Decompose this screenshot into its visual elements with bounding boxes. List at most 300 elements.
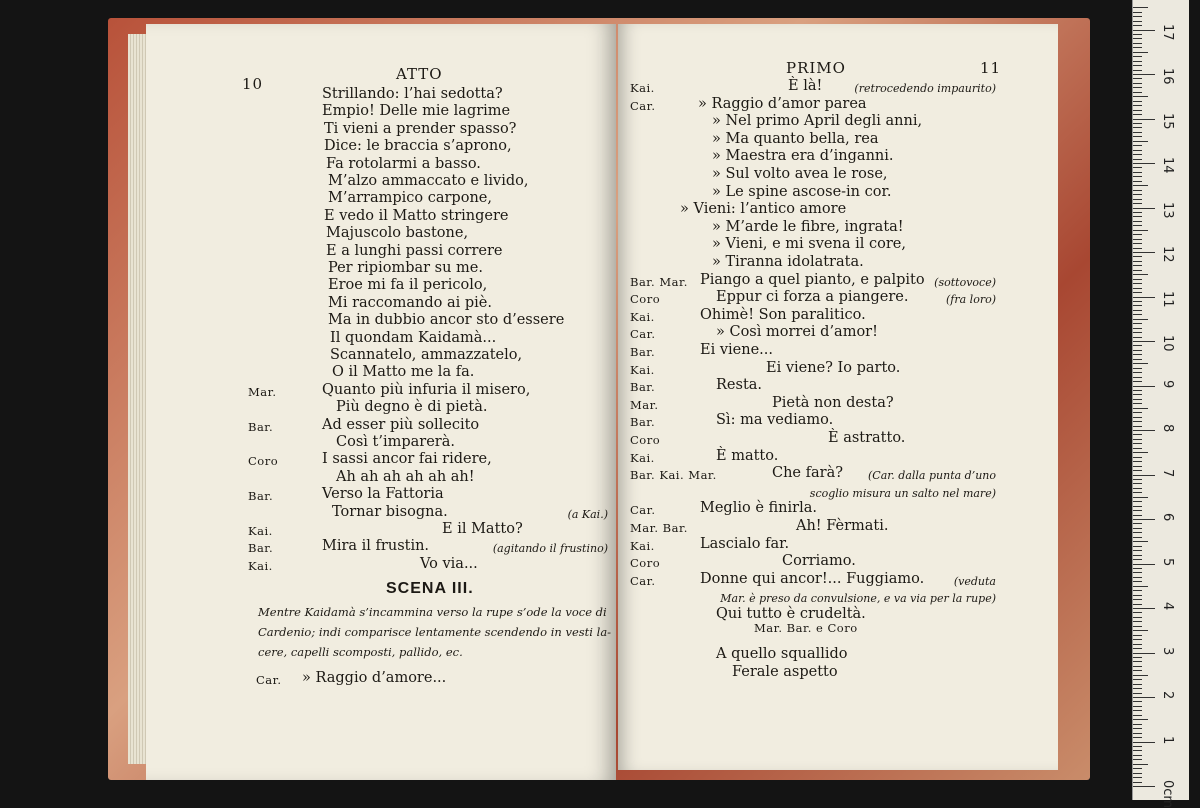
verse-line: Ti vieni a prender spasso? [324, 120, 517, 137]
ruler-tick [1133, 688, 1142, 689]
ruler-tick [1133, 350, 1142, 351]
verse-line: Ma in dubbio ancor sto d’essere [328, 312, 565, 329]
ruler-tick [1133, 288, 1142, 289]
verse-line: » Le spine ascose-in cor. [712, 183, 892, 200]
ruler-tick [1133, 532, 1142, 533]
ruler-tick [1133, 25, 1142, 26]
speaker-label: Bar. [630, 345, 656, 359]
speaker-label: Kai. [630, 309, 655, 324]
ruler-tick [1133, 501, 1142, 502]
ruler-tick [1133, 408, 1148, 409]
speaker-label: Car. [630, 503, 656, 518]
ruler-tick [1133, 572, 1142, 573]
verse-line: Ei viene? Io parto. [766, 359, 901, 376]
verse-line: E il Matto? [442, 521, 523, 537]
verse-line: » Maestra era d’inganni. [712, 148, 894, 165]
ruler-tick [1133, 546, 1142, 547]
ruler-tick [1133, 283, 1142, 284]
ruler-tick [1133, 105, 1142, 106]
ruler-tick [1133, 621, 1142, 622]
verse-line: Dice: le braccia s’aprono, [324, 138, 512, 155]
ruler-number: 11 [1160, 290, 1175, 308]
ruler-tick [1133, 181, 1142, 182]
ruler-tick [1133, 212, 1142, 213]
ruler-tick [1133, 559, 1142, 560]
ruler-tick [1133, 568, 1142, 569]
ruler-tick [1133, 47, 1142, 48]
ruler-tick [1133, 577, 1142, 578]
ruler-tick [1133, 83, 1142, 84]
ruler-tick [1133, 434, 1142, 435]
ruler-tick [1133, 394, 1142, 395]
ruler-tick [1133, 586, 1148, 587]
ruler-tick [1133, 21, 1142, 22]
ruler-tick [1133, 644, 1142, 645]
ruler-number: 15 [1160, 112, 1175, 130]
ruler-tick [1133, 403, 1142, 404]
ruler-tick [1133, 599, 1142, 600]
ruler-tick [1133, 167, 1142, 168]
ruler-tick [1133, 466, 1142, 467]
ruler-tick [1133, 185, 1148, 186]
speaker-label: Mar. [248, 384, 277, 399]
ruler-tick [1133, 159, 1142, 160]
ruler-tick [1133, 7, 1148, 8]
ruler-tick [1133, 488, 1142, 489]
ruler-number: 17 [1160, 23, 1175, 41]
ruler-number: 4 [1160, 602, 1175, 611]
ruler-tick [1133, 119, 1155, 120]
ruler-tick [1133, 372, 1142, 373]
ruler-tick [1133, 510, 1142, 511]
ruler-tick [1133, 381, 1142, 382]
ruler-tick [1133, 92, 1142, 93]
ruler-tick [1133, 426, 1142, 427]
ruler-tick [1133, 96, 1148, 97]
speaker-label: Car. [630, 327, 656, 342]
verse-line: È astratto. [828, 430, 906, 446]
ruler-tick [1133, 742, 1155, 743]
ruler-tick [1133, 216, 1142, 217]
speaker-label: Bar. [630, 415, 656, 430]
verse-line: Majuscolo bastone, [326, 225, 469, 242]
ruler-tick [1133, 475, 1155, 476]
stage-note: (sottovoce) [934, 275, 996, 289]
ruler-tick [1133, 724, 1142, 725]
ruler-tick [1133, 483, 1142, 484]
verse-line: M’alzo ammaccato e livido, [328, 173, 529, 189]
ruler-tick [1133, 319, 1148, 320]
ruler-number: 12 [1160, 246, 1175, 263]
ruler-tick [1133, 590, 1142, 591]
ruler-tick [1133, 323, 1142, 324]
ruler-number: 5 [1160, 557, 1175, 566]
ruler-tick [1133, 234, 1142, 235]
ruler-tick [1133, 199, 1142, 200]
verse-line: Per ripiombar su me. [328, 260, 483, 276]
ruler-tick [1133, 661, 1142, 662]
verse-line: » M’arde le fibre, ingrata! [712, 218, 904, 235]
ruler-tick [1133, 225, 1142, 226]
speaker-label: Mar. Bar. [630, 521, 688, 535]
ruler-tick [1133, 38, 1142, 39]
ruler-tick [1133, 541, 1148, 542]
verse-line: Qui tutto è crudeltà. [716, 606, 866, 622]
ruler-tick [1133, 261, 1142, 262]
ruler-tick [1133, 150, 1142, 151]
verse-line: » Vieni: l’antico amore [680, 201, 847, 218]
ruler-tick [1133, 768, 1142, 769]
ruler-tick [1133, 448, 1142, 449]
ruler-tick [1133, 564, 1155, 565]
ruler-tick [1133, 515, 1142, 516]
verse-line: Eroe mi fa il pericolo, [328, 277, 488, 294]
ruler-tick [1133, 635, 1142, 636]
ruler-tick [1133, 430, 1155, 431]
ruler-number: 2 [1160, 691, 1175, 700]
ruler-tick [1133, 777, 1142, 778]
ruler-tick [1133, 270, 1142, 271]
verse-line: Empio! Delle mie lagrime [322, 103, 511, 120]
ruler-tick [1133, 710, 1142, 711]
ruler-tick [1133, 648, 1142, 649]
ruler-tick [1133, 70, 1142, 71]
ruler-tick [1133, 252, 1155, 253]
speaker-label: Car. [630, 573, 656, 588]
ruler-tick [1133, 519, 1155, 520]
ruler-tick [1133, 443, 1142, 444]
ruler-tick [1133, 101, 1142, 102]
closing-line-1: A quello squallido [716, 646, 848, 662]
ruler-tick [1133, 470, 1142, 471]
verse-line: » Ma quanto bella, rea [712, 130, 879, 147]
ruler-tick [1133, 550, 1142, 551]
verse-line: » Nel primo April degli anni, [712, 113, 923, 130]
verse-line: Fa rotolarmi a basso. [326, 155, 481, 172]
ruler-tick [1133, 145, 1142, 146]
ruler-tick [1133, 439, 1142, 440]
ruler-tick [1133, 706, 1142, 707]
ruler-tick [1133, 136, 1142, 137]
ruler-tick [1133, 639, 1142, 640]
speaker-label: Kai. [630, 450, 655, 465]
ruler-tick [1133, 12, 1142, 13]
ruler-tick [1133, 265, 1142, 266]
ruler-tick [1133, 43, 1142, 44]
ruler-tick [1133, 461, 1142, 462]
ruler-tick [1133, 604, 1142, 605]
ruler-number: 7 [1160, 468, 1175, 477]
verse-line: Mi raccomando ai piè. [328, 294, 492, 311]
ruler-tick [1133, 581, 1142, 582]
ruler-tick [1133, 30, 1155, 31]
page-number-right: 11 [980, 59, 1002, 77]
ruler-number: 10 [1160, 335, 1175, 352]
stage-note: (Car. dalla punta d’uno [867, 469, 996, 483]
verse-line: » Raggio d’amore... [302, 670, 447, 686]
ruler-tick [1133, 386, 1155, 387]
running-head-right: PRIMO [786, 59, 846, 77]
ruler-tick [1133, 56, 1142, 57]
verse-line: Lascialo far. [700, 535, 790, 552]
verse-line: Ah ah ah ah ah ah! [336, 468, 475, 485]
ruler-tick [1133, 203, 1142, 204]
ruler-tick [1133, 132, 1142, 133]
ruler-tick [1133, 617, 1142, 618]
ruler-tick [1133, 630, 1148, 631]
ruler-tick [1133, 412, 1142, 413]
ruler-tick [1133, 506, 1142, 507]
ruler-tick [1133, 248, 1142, 249]
ruler-tick [1133, 421, 1142, 422]
ruler-tick [1133, 114, 1142, 115]
ruler-tick [1133, 555, 1142, 556]
stage-note: (fra loro) [946, 293, 996, 307]
ruler-tick [1133, 755, 1142, 756]
stage-note: (veduta [953, 574, 996, 588]
ruler-tick [1133, 750, 1142, 751]
verse-line: Tornar bisogna. [332, 503, 448, 520]
speaker-label: Bar. [248, 489, 274, 504]
verse-line: Sì: ma vediamo. [716, 412, 834, 429]
ruler-tick [1133, 78, 1142, 79]
ruler-tick [1133, 782, 1142, 783]
ruler-tick [1133, 697, 1155, 698]
speaker-label: Bar. [248, 419, 274, 434]
ruler-tick [1133, 297, 1155, 298]
ruler-tick [1133, 292, 1142, 293]
stage-direction-line-3: cere, capelli scomposti, pallido, ec. [258, 645, 463, 659]
speaker-label: Car. [630, 98, 656, 113]
speaker-label: Bar. [248, 541, 274, 556]
ruler-tick [1133, 190, 1142, 191]
stage-direction-line-1: Mentre Kaidamà s’incammina verso la rupe s’ode la voce di [258, 605, 607, 619]
ruler-number: 13 [1160, 201, 1175, 219]
verse-line: Eppur ci forza a piangere. [716, 289, 909, 306]
ruler-tick [1133, 16, 1142, 17]
group-heading: Mar. Bar. e Coro [754, 621, 858, 635]
verse-line: Corriamo. [782, 553, 856, 570]
ruler-number: 8 [1160, 424, 1175, 433]
verse-line: Ei viene... [700, 342, 773, 358]
ruler-tick [1133, 479, 1142, 480]
stage-note: scoglio misura un salto nel mare) [809, 486, 996, 500]
verse-line: Più degno è di pietà. [336, 399, 488, 416]
ruler-tick [1133, 746, 1142, 747]
speaker-label: Coro [248, 454, 279, 469]
ruler-tick [1133, 399, 1142, 400]
ruler-tick [1133, 61, 1142, 62]
verse-line: È là! [788, 78, 823, 94]
ruler-number: 16 [1160, 68, 1175, 85]
verse-line: Meglio è finirla. [700, 500, 817, 517]
verse-line: Quanto più infuria il misero, [322, 381, 531, 398]
ruler-tick [1133, 675, 1148, 676]
verse-line: » Così morrei d’amor! [716, 324, 878, 341]
ruler-tick [1133, 728, 1142, 729]
verse-line: Scannatelo, ammazzatelo, [330, 347, 523, 363]
right-page [618, 24, 1058, 770]
ruler-number: 6 [1160, 513, 1175, 522]
verse-line: Pietà non desta? [772, 394, 894, 411]
ruler-number: 14 [1160, 157, 1175, 174]
ruler-tick [1133, 452, 1148, 453]
ruler-tick [1133, 719, 1148, 720]
ruler-tick [1133, 377, 1142, 378]
ruler-tick [1133, 341, 1155, 342]
stage-note: Mar. è preso da convulsione, e va via per la rupe) [720, 592, 996, 606]
ruler-tick [1133, 87, 1142, 88]
verse-line: Ohimè! Son paralitico. [700, 306, 866, 323]
speaker-label: Coro [630, 433, 661, 447]
speaker-label: Coro [630, 556, 661, 571]
ruler-tick [1133, 773, 1142, 774]
ruler-tick [1133, 528, 1142, 529]
ruler-tick [1133, 110, 1142, 111]
verse-line: » Tiranna idolatrata. [712, 254, 864, 270]
ruler-tick [1133, 141, 1148, 142]
ruler-tick [1133, 359, 1142, 360]
ruler-tick [1133, 626, 1142, 627]
ruler-tick [1133, 305, 1142, 306]
verse-line: Strillando: l’hai sedotta? [322, 86, 503, 102]
stage-note: (retrocedendo impaurito) [854, 82, 996, 95]
ruler-number: 9 [1160, 379, 1175, 388]
ruler-tick [1133, 337, 1142, 338]
ruler-tick [1133, 172, 1142, 173]
stage-note: (a Kai.) [567, 507, 608, 521]
ruler-tick [1133, 194, 1142, 195]
ruler-tick [1133, 684, 1142, 685]
verse-line: » Vieni, e mi svena il core, [712, 236, 906, 253]
ruler-tick [1133, 314, 1142, 315]
ruler-tick [1133, 497, 1148, 498]
ruler-tick [1133, 363, 1148, 364]
speaker-label: Kai. [630, 538, 655, 553]
speaker-label: Kai. [248, 524, 273, 538]
verse-line: Verso la Fattoria [322, 486, 444, 503]
ruler-tick [1133, 612, 1142, 613]
speaker-label: Bar. Kai. Mar. [630, 468, 717, 483]
closing-line-2: Ferale aspetto [732, 664, 838, 680]
verse-line: Vo via... [420, 555, 478, 572]
speaker-label: Car. [256, 673, 282, 687]
scene-title: SCENA III. [386, 580, 474, 597]
stage-note: (agitando il frustino) [492, 542, 608, 556]
verse-line: » Sul volto avea le rose, [712, 166, 888, 182]
ruler-tick [1133, 34, 1142, 35]
ruler-tick [1133, 595, 1142, 596]
verse-line: Resta. [716, 377, 763, 394]
verse-line: Mira il frustin. [322, 538, 430, 555]
verse-line: Così t’imparerà. [336, 434, 455, 450]
ruler-tick [1133, 537, 1142, 538]
ruler-tick [1133, 154, 1142, 155]
ruler-number: 1 [1160, 735, 1175, 744]
ruler-tick [1133, 163, 1155, 164]
ruler-tick [1133, 243, 1142, 244]
verse-line: M’arrampico carpone, [328, 190, 492, 207]
speaker-label: Kai. [248, 558, 273, 573]
ruler-tick [1133, 239, 1142, 240]
measuring-ruler [1132, 0, 1189, 808]
verse-line: E vedo il Matto stringere [324, 207, 509, 224]
speaker-label: Bar. Mar. [630, 274, 688, 289]
ruler-tick [1133, 176, 1142, 177]
ruler-tick [1133, 457, 1142, 458]
ruler-tick [1133, 230, 1148, 231]
ruler-tick [1133, 608, 1155, 609]
ruler-tick [1133, 221, 1142, 222]
ruler-tick [1133, 657, 1142, 658]
ruler-tick [1133, 274, 1148, 275]
ruler-tick [1133, 733, 1142, 734]
speaker-label: Kai. [630, 81, 655, 95]
ruler-tick [1133, 127, 1142, 128]
verse-line: È matto. [716, 447, 779, 464]
ruler-tick [1133, 354, 1142, 355]
ruler-tick [1133, 256, 1142, 257]
left-page [146, 24, 616, 780]
ruler-number: 3 [1160, 646, 1175, 655]
ruler-tick [1133, 653, 1155, 654]
speaker-label: Mar. [630, 397, 659, 412]
ruler-tick [1133, 390, 1142, 391]
verse-line: E a lunghi passi correre [326, 242, 503, 259]
ruler-tick [1133, 65, 1142, 66]
page-number-left: 10 [242, 75, 264, 93]
ruler-tick [1133, 301, 1142, 302]
ruler-tick [1133, 786, 1155, 787]
speaker-label: Bar. [630, 380, 656, 395]
running-head-left: ATTO [396, 65, 443, 83]
ruler-tick [1133, 759, 1142, 760]
verse-line: Ah! Fèrmati. [796, 518, 889, 534]
verse-line: » Raggio d’amor parea [698, 95, 867, 112]
ruler-tick [1133, 670, 1142, 671]
ruler-tick [1133, 523, 1142, 524]
ruler-tick [1133, 701, 1142, 702]
ruler-tick [1133, 123, 1142, 124]
verse-line: Piango a quel pianto, e palpito [700, 271, 925, 288]
ruler-tick [1133, 332, 1142, 333]
ruler-tick [1133, 368, 1142, 369]
verse-line: Che farà? [772, 465, 843, 482]
speaker-label: Kai. [630, 362, 655, 377]
verse-line: Ad esser più sollecito [322, 416, 480, 433]
ruler-tick [1133, 764, 1148, 765]
ruler-tick [1133, 345, 1142, 346]
ruler-tick [1133, 666, 1142, 667]
verse-line: Donne qui ancor!... Fuggiamo. [700, 570, 925, 587]
stage-direction-line-2: Cardenio; indi comparisce lentamente scendendo in vesti la- [258, 625, 612, 639]
ruler-tick [1133, 328, 1142, 329]
ruler-tick [1133, 679, 1142, 680]
speaker-label: Coro [630, 292, 661, 307]
ruler-tick [1133, 208, 1155, 209]
ruler-tick [1133, 417, 1142, 418]
ruler-tick [1133, 693, 1142, 694]
ruler-number: 0cm [1160, 780, 1175, 808]
ruler-tick [1133, 310, 1142, 311]
verse-line: I sassi ancor fai ridere, [322, 451, 492, 468]
ruler-tick [1133, 52, 1148, 53]
verse-line: O il Matto me la fa. [332, 364, 475, 381]
ruler-tick [1133, 715, 1142, 716]
ruler-tick [1133, 737, 1142, 738]
verse-line: Il quondam Kaidamà... [330, 329, 497, 346]
ruler-tick [1133, 74, 1155, 75]
